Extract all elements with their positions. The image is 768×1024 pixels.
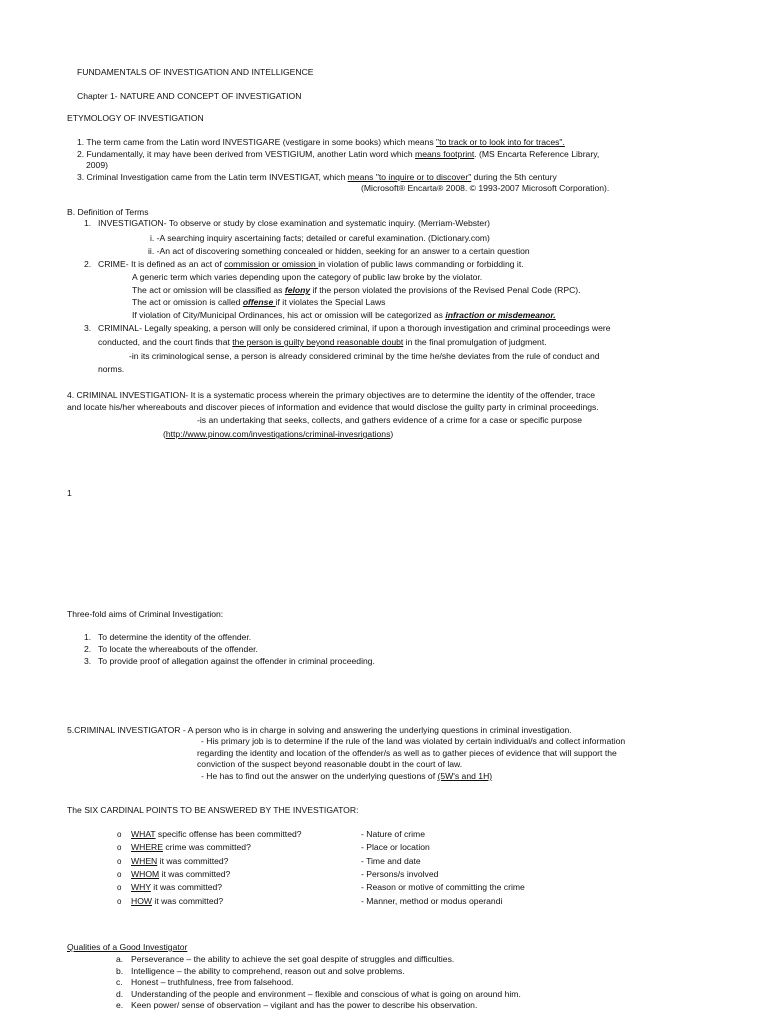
etymology-item-3-underlined: means "to inquire or to discover" <box>347 172 472 182</box>
aims-heading: Three-fold aims of Criminal Investigation: <box>67 609 224 619</box>
quality-letter: d. <box>116 989 124 999</box>
felony-text: The act or omission will be classified as <box>132 285 285 295</box>
quality-item: Understanding of the people and environment – flexible and conscious of what is going on around him. <box>131 989 521 999</box>
etymology-item-3-citation: (Microsoft® Encarta® 2008. © 1993-2007 Microsoft Corporation). <box>361 183 610 193</box>
definition-crime-text: CRIME- It is defined as an act of <box>98 259 225 269</box>
aim-item-2: To locate the whereabouts of the offender. <box>98 644 258 654</box>
qualities-heading-text: Qualities of a Good Investigator <box>67 942 188 952</box>
definition-number-1: 1. <box>84 218 92 228</box>
chapter-title: Chapter 1- NATURE AND CONCEPT OF INVESTIGATION <box>77 91 302 101</box>
definition-criminal-criminological: -in its criminological sense, a person is already considered criminal by the time he/she deviates from the rule of conduct and <box>129 351 600 361</box>
guilty-post: in the final promulgation of judgment. <box>403 337 547 347</box>
etymology-item-1-text: 1. The term came from the Latin word INVESTIGARE (vestigare in some books) which means <box>77 137 437 147</box>
cardinal-keyword: WHEN <box>131 856 158 866</box>
aim-item-3: To provide proof of allegation against the offender in criminal proceeding. <box>98 656 375 666</box>
felony-post: if the person violated the provisions of the Revised Penal Code (RPC). <box>310 285 581 295</box>
offense-text: The act or omission is called <box>132 297 243 307</box>
cardinal-question <box>131 842 251 853</box>
cardinal-question <box>131 829 302 840</box>
bullet-icon: o <box>117 830 122 839</box>
cardinal-question <box>131 856 228 867</box>
bullet-icon: o <box>117 843 122 852</box>
aim-number-3: 3. <box>84 656 92 666</box>
definition-criminal-norms: norms. <box>98 364 125 374</box>
guilty-underlined: the person is guilty beyond reasonable doubt <box>232 337 404 347</box>
cardinal-keyword: WHERE <box>131 842 163 852</box>
investigator-line-5-text: - He has to find out the answer on the underlying questions of <box>201 771 438 781</box>
definition-crime-offense <box>132 297 385 308</box>
investigator-line-4: conviction of the suspect beyond reasonable doubt in the court of law. <box>197 759 463 769</box>
etymology-item-2-citation: . (MS Encarta Reference Library, <box>474 149 600 159</box>
definition-crime <box>98 259 524 270</box>
cardinal-answer: - Reason or motive of committing the crime <box>361 882 525 892</box>
cardinal-question <box>131 882 222 893</box>
definitions-heading: B. Definition of Terms <box>67 207 149 217</box>
infraction-text: If violation of City/Municipal Ordinances, his act or omission will be categorized as <box>132 310 446 320</box>
bullet-icon: o <box>117 883 122 892</box>
definition-criminal-guilty <box>98 337 547 348</box>
bullet-icon: o <box>117 870 122 879</box>
aim-item-1: To determine the identity of the offender. <box>98 632 252 642</box>
definition-number-3: 3. <box>84 323 92 333</box>
cardinal-question-text: it was committed? <box>152 896 224 906</box>
quality-item: Intelligence – the ability to comprehend, reason out and solve problems. <box>131 966 405 976</box>
qualities-heading <box>67 942 187 953</box>
quality-letter: a. <box>116 954 124 964</box>
infraction-term: infraction or misdemeanor. <box>445 310 556 320</box>
cardinal-question-text: it was committed? <box>157 856 229 866</box>
criminal-investigation-line-2: and locate his/her whereabouts and discover pieces of information and evidence that would disclose the guilty party in criminal proceedings. <box>67 402 599 412</box>
etymology-heading: ETYMOLOGY OF INVESTIGATION <box>67 113 204 123</box>
quality-letter: c. <box>116 977 123 987</box>
definition-investigation: INVESTIGATION- To observe or study by close examination and systematic inquiry. (Merriam-Webster) <box>98 218 490 228</box>
bullet-icon: o <box>117 857 122 866</box>
cardinal-question-text: specific offense has been committed? <box>155 829 302 839</box>
criminal-investigation-line-1: 4. CRIMINAL INVESTIGATION- It is a systematic process wherein the primary objectives are to determine the identity of the offender, trace <box>67 390 596 400</box>
aim-number-1: 1. <box>84 632 92 642</box>
definition-crime-felony <box>132 285 581 296</box>
cardinal-heading: The SIX CARDINAL POINTS TO BE ANSWERED BY THE INVESTIGATOR: <box>67 805 359 815</box>
definition-crime-infraction <box>132 310 556 321</box>
cardinal-answer: - Time and date <box>361 856 421 866</box>
quality-letter: e. <box>116 1000 124 1010</box>
bullet-icon: o <box>117 897 122 906</box>
etymology-item-2-text: 2. Fundamentally, it may have been derived from VESTIGIUM, another Latin word which <box>77 149 416 159</box>
cardinal-question <box>131 869 230 880</box>
quality-item: Honest – truthfulness, free from falsehood. <box>131 977 294 987</box>
cardinal-question-text: crime was committed? <box>163 842 251 852</box>
aim-number-2: 2. <box>84 644 92 654</box>
criminal-investigation-line-3: -is an undertaking that seeks, collects, and gathers evidence of a crime for a case or specific purpose <box>197 415 583 425</box>
felony-term: felony <box>284 285 311 295</box>
cardinal-answer: - Nature of crime <box>361 829 425 839</box>
etymology-item-3-text: 3. Criminal Investigation came from the Latin term INVESTIGAT, which <box>77 172 348 182</box>
definition-crime-underlined: commission or omission <box>224 259 319 269</box>
source-paren-close: ) <box>390 429 394 439</box>
cardinal-keyword: WHAT <box>131 829 156 839</box>
guilty-text: conducted, and the court finds that <box>98 337 233 347</box>
page-number: 1 <box>67 488 72 498</box>
definition-criminal: CRIMINAL- Legally speaking, a person will only be considered criminal, if upon a thorough investigation and criminal proceedings were <box>98 323 611 333</box>
five-w-one-h: (5W's and 1H) <box>437 771 493 781</box>
investigator-line-3: regarding the identity and location of the offender/s as well as to gather pieces of evidence that will support the <box>197 748 617 758</box>
etymology-item-2-underlined: means footprint <box>415 149 475 159</box>
investigator-line-5 <box>201 771 492 782</box>
cardinal-keyword: WHY <box>131 882 151 892</box>
definition-investigation-i: i. -A searching inquiry ascertaining facts; detailed or careful examination. (Dictionary.com) <box>150 233 490 243</box>
etymology-item-3 <box>77 172 557 183</box>
etymology-item-2 <box>77 149 599 160</box>
cardinal-keyword: WHOM <box>131 869 160 879</box>
offense-post: if it violates the Special Laws <box>275 297 386 307</box>
criminal-investigation-source <box>163 429 393 440</box>
etymology-item-1-underlined: "to track or to look into for traces". <box>436 137 565 147</box>
document-title: FUNDAMENTALS OF INVESTIGATION AND INTELLIGENCE <box>77 67 314 77</box>
cardinal-question <box>131 896 223 907</box>
definition-number-2: 2. <box>84 259 92 269</box>
cardinal-answer: - Persons/s involved <box>361 869 439 879</box>
quality-item: Perseverance – the ability to achieve the set goal despite of struggles and difficulties. <box>131 954 455 964</box>
cardinal-keyword: HOW <box>131 896 153 906</box>
etymology-item-2-cont: 2009) <box>86 160 108 170</box>
cardinal-answer: - Place or location <box>361 842 430 852</box>
source-paren-open: ( <box>163 429 166 439</box>
offense-term: offense <box>242 297 276 307</box>
cardinal-question-text: it was committed? <box>159 869 231 879</box>
etymology-item-1 <box>77 137 565 148</box>
definition-crime-post: in violation of public laws commanding or forbidding it. <box>318 259 524 269</box>
definition-investigation-ii: ii. -An act of discovering something concealed or hidden, seeking for an answer to a certain question <box>148 246 530 256</box>
investigator-line-2: - His primary job is to determine if the rule of the land was violated by certain individual/s and collect information <box>201 736 626 746</box>
quality-letter: b. <box>116 966 124 976</box>
quality-item: Keen power/ sense of observation – vigilant and has the power to describe his observation. <box>131 1000 478 1010</box>
cardinal-question-text: it was committed? <box>150 882 223 892</box>
investigator-line-1: 5.CRIMINAL INVESTIGATOR - A person who is in charge in solving and answering the underlying questions in criminal investigation. <box>67 725 572 735</box>
cardinal-answer: - Manner, method or modus operandi <box>361 896 503 906</box>
definition-crime-generic: A generic term which varies depending upon the category of public law broke by the violator. <box>132 272 483 282</box>
source-link[interactable]: http://www.pinow.com/investigations/criminal-invesrigations <box>165 429 391 439</box>
etymology-item-3-post: during the 5th century <box>471 172 557 182</box>
